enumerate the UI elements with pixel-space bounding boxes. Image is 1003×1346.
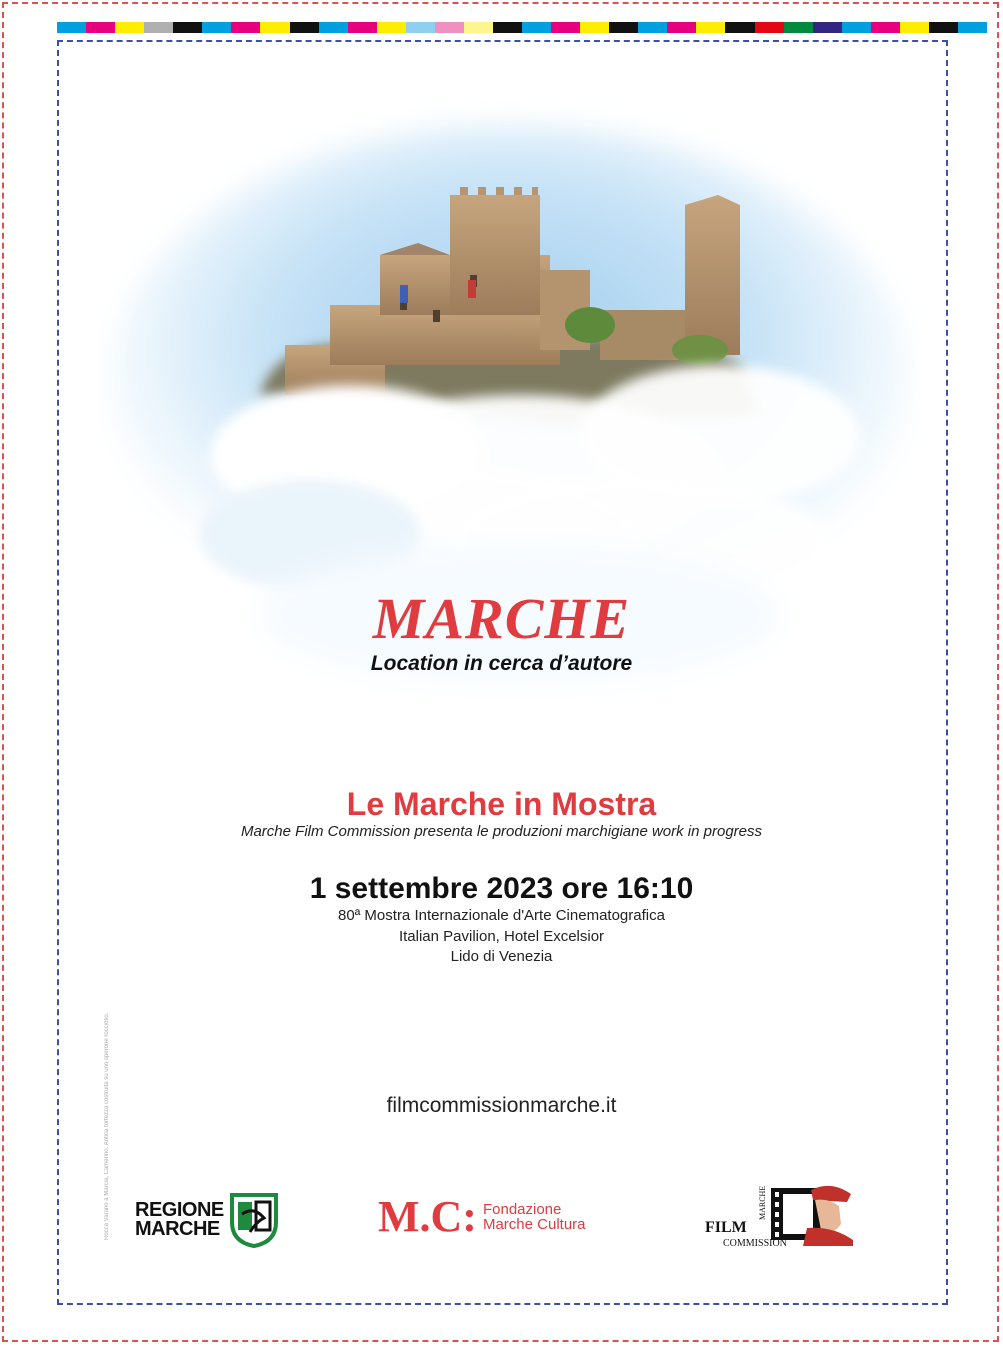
color-swatch xyxy=(115,22,144,33)
event-subtitle: Marche Film Commission presenta le produzioni marchigiane work in progress xyxy=(240,823,763,840)
color-swatch xyxy=(638,22,667,33)
mc-line-2: Marche Cultura xyxy=(482,1216,586,1233)
color-swatch xyxy=(144,22,173,33)
color-swatch xyxy=(86,22,115,33)
hero-title: MARCHE xyxy=(372,586,631,651)
color-swatch xyxy=(57,22,86,33)
regione-line-1: REGIONE xyxy=(135,1199,224,1221)
shield-icon xyxy=(230,1192,278,1248)
color-swatch xyxy=(348,22,377,33)
color-swatch xyxy=(813,22,842,33)
hero-tagline: Location in cerca d’autore xyxy=(370,652,633,675)
color-swatch xyxy=(522,22,551,33)
color-swatch xyxy=(377,22,406,33)
color-swatch xyxy=(667,22,696,33)
color-swatch xyxy=(493,22,522,33)
print-color-bar xyxy=(57,22,987,33)
color-swatch xyxy=(725,22,754,33)
color-swatch xyxy=(173,22,202,33)
color-swatch xyxy=(755,22,784,33)
fondazione-marche-cultura-logo xyxy=(378,1192,586,1241)
venue-line-1: 80ª Mostra Internazionale d'Arte Cinematografica xyxy=(338,907,665,924)
color-swatch xyxy=(464,22,493,33)
regione-line-2: MARCHE xyxy=(135,1218,220,1240)
color-swatch xyxy=(871,22,900,33)
venue-line-3: Lido di Venezia xyxy=(450,948,553,965)
event-title: Le Marche in Mostra xyxy=(346,786,657,822)
color-swatch xyxy=(406,22,435,33)
color-swatch xyxy=(319,22,348,33)
color-swatch xyxy=(290,22,319,33)
fc-commission-text: COMMISSION xyxy=(723,1238,787,1249)
color-swatch xyxy=(929,22,958,33)
color-swatch xyxy=(900,22,929,33)
fc-marche-text: MARCHE xyxy=(758,1185,767,1220)
mc-line-1: Fondazione xyxy=(482,1201,562,1218)
color-swatch xyxy=(260,22,289,33)
color-swatch xyxy=(609,22,638,33)
color-swatch xyxy=(551,22,580,33)
color-swatch xyxy=(231,22,260,33)
color-swatch xyxy=(580,22,609,33)
color-swatch xyxy=(696,22,725,33)
fc-film-text: FILM xyxy=(705,1219,747,1236)
color-swatch xyxy=(202,22,231,33)
film-commission-logo xyxy=(703,1180,863,1250)
color-swatch xyxy=(958,22,987,33)
event-date: 1 settembre 2023 ore 16:10 xyxy=(309,872,694,905)
mc-mark: M.C: xyxy=(378,1192,477,1241)
regione-marche-logo xyxy=(135,1192,278,1248)
color-swatch xyxy=(435,22,464,33)
color-swatch xyxy=(842,22,871,33)
venue-line-2: Italian Pavilion, Hotel Excelsior xyxy=(398,928,605,945)
color-swatch xyxy=(784,22,813,33)
website-link[interactable]: filmcommissionmarche.it xyxy=(386,1094,617,1117)
photo-credit: Rocca Varano a Marcia, Camerino. Antica fortezza costruita su uno sperone roccioso. xyxy=(104,1012,110,1240)
